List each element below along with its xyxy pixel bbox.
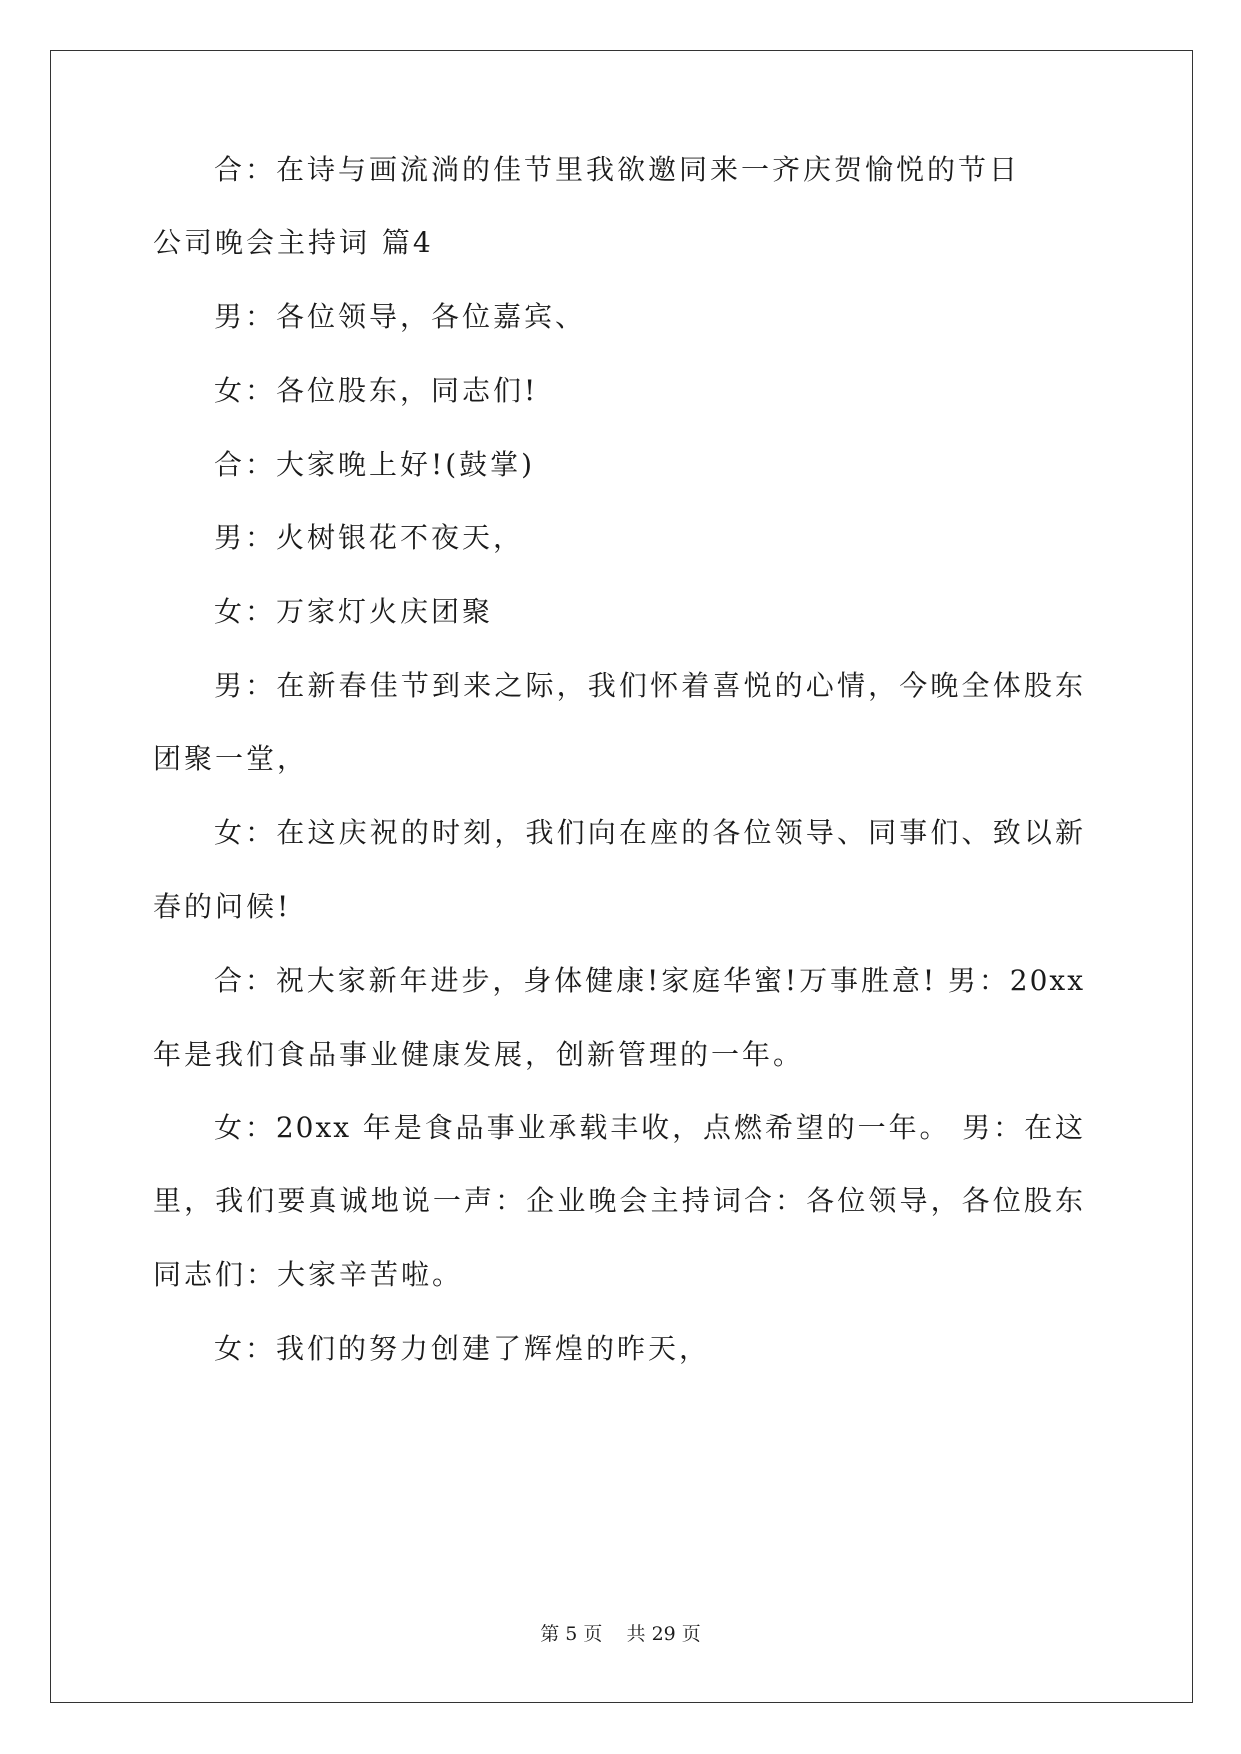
- paragraph-line: 男：火树银花不夜天，: [214, 521, 525, 554]
- paragraph-line: 女：各位股东，同志们!: [214, 374, 539, 407]
- paragraph-line: 男：各位领导，各位嘉宾、: [214, 300, 587, 333]
- paragraph-line: 合：祝大家新年进步，身体健康!家庭华蜜!万事胜意! 男：20xx: [214, 964, 1085, 997]
- page-number-footer: 第 5 页 共 29 页: [540, 1623, 701, 1645]
- paragraph-line: 春的问候!: [153, 890, 292, 923]
- paragraph-line: 合：大家晚上好!(鼓掌): [214, 448, 536, 481]
- paragraph-line: 年是我们食品事业健康发展，创新管理的一年。: [153, 1038, 805, 1071]
- paragraph-line: 女：在这庆祝的时刻，我们向在座的各位领导、同事们、致以新: [214, 816, 1085, 849]
- paragraph-line: 女：我们的努力创建了辉煌的昨天，: [214, 1332, 711, 1365]
- paragraph-line: 同志们：大家辛苦啦。: [153, 1258, 464, 1291]
- paragraph-line: 里，我们要真诚地说一声：企业晚会主持词合：各位领导，各位股东: [153, 1184, 1085, 1217]
- paragraph-line: 女：20xx 年是食品事业承载丰收，点燃希望的一年。 男：在这: [214, 1111, 1085, 1144]
- paragraph-line: 女：万家灯火庆团聚: [214, 595, 494, 628]
- paragraph-line: 合：在诗与画流淌的佳节里我欲邀同来一齐庆贺愉悦的节日: [214, 153, 1021, 186]
- section-heading: 公司晚会主持词 篇4: [153, 226, 434, 259]
- paragraph-line: 团聚一堂，: [153, 742, 309, 775]
- paragraph-line: 男：在新春佳节到来之际，我们怀着喜悦的心情，今晚全体股东: [214, 669, 1085, 702]
